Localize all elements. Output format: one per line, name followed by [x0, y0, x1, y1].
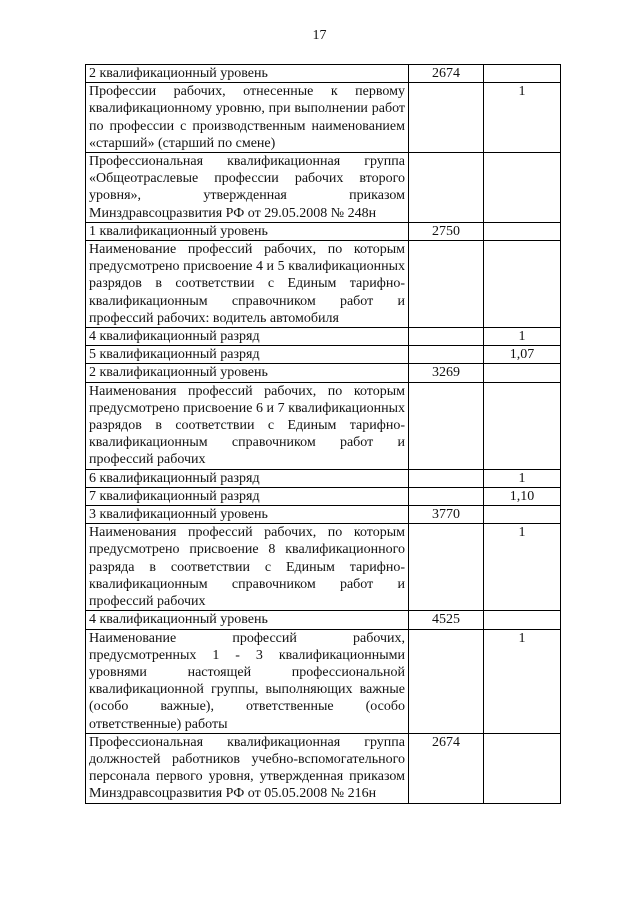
row-description: Наименование профессий рабочих, предусмотренных 1 - 3 квалификационными уровнями настоящей профессиональной квалификационной группы, выполняющих важные (особо важные), ответственные (особо ответственные) работы [86, 629, 409, 733]
row-description: 1 квалификационный уровень [86, 222, 409, 240]
row-coefficient: 1 [484, 83, 561, 153]
table-row [86, 83, 561, 153]
table-row [86, 506, 561, 524]
row-base-salary: 3269 [409, 364, 484, 382]
row-coefficient [484, 733, 561, 803]
row-coefficient [484, 241, 561, 328]
table-row [86, 222, 561, 240]
row-coefficient: 1 [484, 469, 561, 487]
row-base-salary: 4525 [409, 611, 484, 629]
row-base-salary: 3770 [409, 506, 484, 524]
table-row [86, 382, 561, 469]
row-coefficient: 1 [484, 629, 561, 733]
row-base-salary [409, 629, 484, 733]
table-row [86, 629, 561, 733]
page-number: 17 [312, 28, 327, 43]
row-description: 3 квалификационный уровень [86, 506, 409, 524]
row-coefficient [484, 611, 561, 629]
row-base-salary [409, 328, 484, 346]
row-description: Профессии рабочих, отнесенные к первому квалификационному уровню, при выполнении работ по профессии с производственным наименованием «старший» (старший по смене) [86, 83, 409, 153]
row-description: 5 квалификационный разряд [86, 346, 409, 364]
table-row [86, 241, 561, 328]
row-base-salary: 2674 [409, 65, 484, 83]
row-coefficient: 1 [484, 524, 561, 611]
row-description: 2 квалификационный уровень [86, 65, 409, 83]
table-row [86, 153, 561, 223]
row-base-salary [409, 382, 484, 469]
row-coefficient [484, 364, 561, 382]
table-row [86, 364, 561, 382]
row-coefficient [484, 153, 561, 223]
row-description: Профессиональная квалификационная группа должностей работников учебно-вспомогательного персонала первого уровня, утвержденная приказом Минздравсоцразвития РФ от 05.05.2008 № 216н [86, 733, 409, 803]
row-description: 4 квалификационный разряд [86, 328, 409, 346]
row-coefficient: 1 [484, 328, 561, 346]
table-row [86, 328, 561, 346]
row-base-salary [409, 153, 484, 223]
row-description: Профессиональная квалификационная группа «Общеотраслевые профессии рабочих второго уровня», утвержденная приказом Минздравсоцразвития РФ от 29.05.2008 № 248н [86, 153, 409, 223]
table-body [86, 65, 561, 804]
row-coefficient: 1,07 [484, 346, 561, 364]
row-base-salary: 2750 [409, 222, 484, 240]
row-description: Наименования профессий рабочих, по которым предусмотрено присвоение 6 и 7 квалификационных разрядов в соответствии с Единым тарифно-квалификационным справочником работ и профессий рабочих [86, 382, 409, 469]
table-row [86, 65, 561, 83]
row-description: Наименование профессий рабочих, по которым предусмотрено присвоение 4 и 5 квалификационных разрядов в соответствии с Единым тарифно-квалификационным справочником работ и профессий рабочих: водитель автомобиля [86, 241, 409, 328]
table-row [86, 524, 561, 611]
row-coefficient [484, 222, 561, 240]
qualification-table [85, 64, 561, 804]
row-base-salary: 2674 [409, 733, 484, 803]
table-row [86, 733, 561, 803]
row-coefficient [484, 506, 561, 524]
row-base-salary [409, 241, 484, 328]
row-base-salary [409, 83, 484, 153]
table-row [86, 346, 561, 364]
row-base-salary [409, 469, 484, 487]
row-description: 6 квалификационный разряд [86, 469, 409, 487]
row-description: 7 квалификационный разряд [86, 487, 409, 505]
row-description: 2 квалификационный уровень [86, 364, 409, 382]
row-coefficient [484, 65, 561, 83]
row-coefficient: 1,10 [484, 487, 561, 505]
table-row [86, 469, 561, 487]
row-base-salary [409, 346, 484, 364]
table-row [86, 487, 561, 505]
row-description: Наименования профессий рабочих, по которым предусмотрено присвоение 8 квалификационного разряда в соответствии с Единым тарифно-квалификационным справочником работ и профессий рабочих [86, 524, 409, 611]
table-row [86, 611, 561, 629]
row-base-salary [409, 487, 484, 505]
row-coefficient [484, 382, 561, 469]
row-base-salary [409, 524, 484, 611]
row-description: 4 квалификационный уровень [86, 611, 409, 629]
